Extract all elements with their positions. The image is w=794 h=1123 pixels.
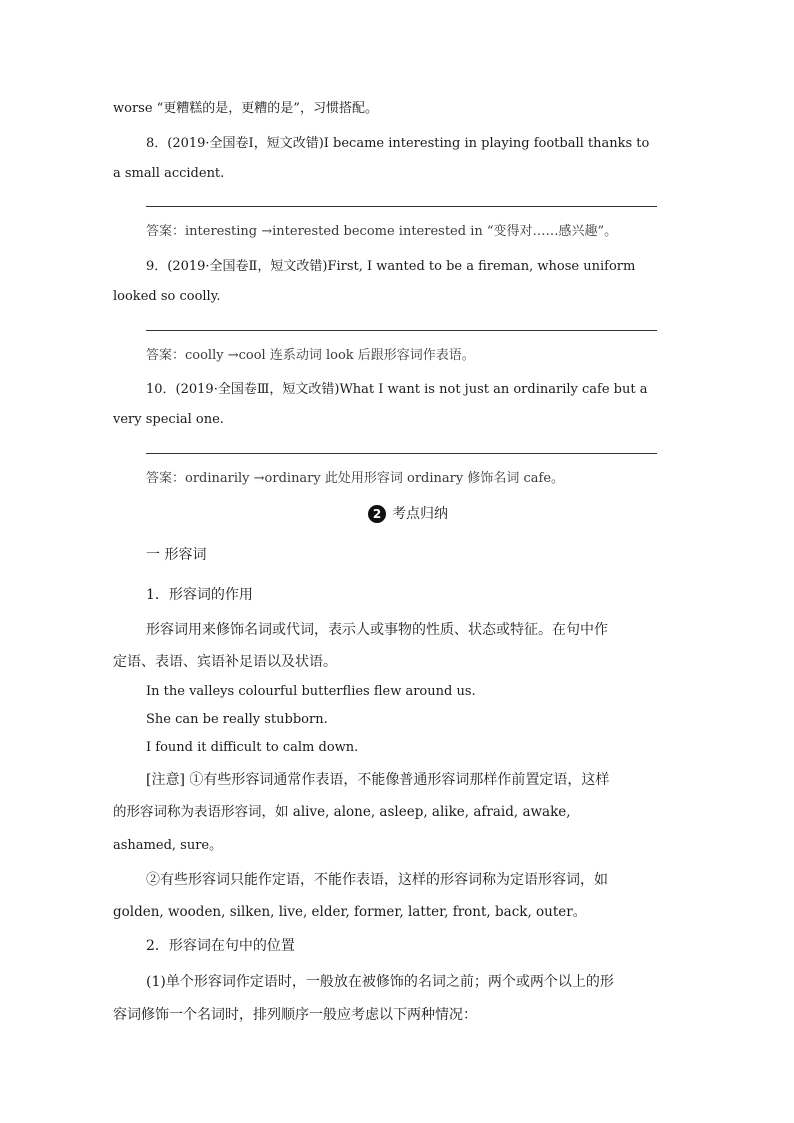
point-title: 1．形容词的作用 — [146, 587, 253, 603]
paragraph-line: 形容词用来修饰名词或代词，表示人或事物的性质、状态或特征。在句中作 — [146, 622, 608, 638]
text-line: very special one. — [113, 412, 224, 427]
answer-8: 答案：interesting →interested become interested in “变得对……感兴趣”。 — [146, 224, 618, 239]
example-sentence: She can be really stubborn. — [146, 712, 328, 727]
point-title: 2．形容词在句中的位置 — [146, 938, 295, 954]
example-sentence: I found it difficult to calm down. — [146, 740, 359, 755]
subsection-title: 一 形容词 — [146, 547, 207, 563]
paragraph-line: 容词修饰一个名词时，排列顺序一般应考虑以下两种情况： — [113, 1007, 477, 1023]
paragraph-line: 定语、表语、宾语补足语以及状语。 — [113, 654, 337, 670]
section-heading — [368, 505, 448, 523]
paragraph-line: (1)单个形容词作定语时，一般放在被修饰的名词之前；两个或两个以上的形 — [146, 974, 614, 990]
question-10: 10．(2019·全国卷Ⅲ，短文改错)What I want is not just an ordinarily cafe but a — [146, 382, 648, 397]
answer-blank-line — [146, 330, 657, 331]
note-line: [注意] ①有些形容词通常作表语，不能像普通形容词那样作前置定语，这样 — [146, 772, 610, 788]
answer-9: 答案：coolly →cool 连系动词 look 后跟形容词作表语。 — [146, 348, 475, 363]
number-badge-icon: 2 — [368, 505, 386, 523]
question-9: 9．(2019·全国卷Ⅱ，短文改错)First, I wanted to be a fireman, whose uniform — [146, 259, 636, 274]
text-line: looked so coolly. — [113, 289, 221, 304]
text-line: worse “更糟糕的是，更糟的是”，习惯搭配。 — [113, 101, 378, 116]
note-line: ②有些形容词只能作定语，不能作表语，这样的形容词称为定语形容词，如 — [146, 872, 608, 888]
question-8: 8．(2019·全国卷Ⅰ，短文改错)I became interesting in playing football thanks to — [146, 136, 650, 151]
section-title: 考点归纳 — [392, 506, 448, 522]
answer-10: 答案：ordinarily →ordinary 此处用形容词 ordinary 修饰名词 cafe。 — [146, 471, 565, 486]
answer-blank-line — [146, 206, 657, 207]
example-sentence: In the valleys colourful butterflies flew around us. — [146, 684, 476, 699]
note-line: golden, wooden, silken, live, elder, former, latter, front, back, outer。 — [113, 904, 587, 920]
answer-blank-line — [146, 453, 657, 454]
note-line: ashamed, sure。 — [113, 838, 223, 853]
note-line: 的形容词称为表语形容词，如 alive, alone, asleep, alike, afraid, awake, — [113, 804, 571, 820]
text-line: a small accident. — [113, 166, 225, 181]
